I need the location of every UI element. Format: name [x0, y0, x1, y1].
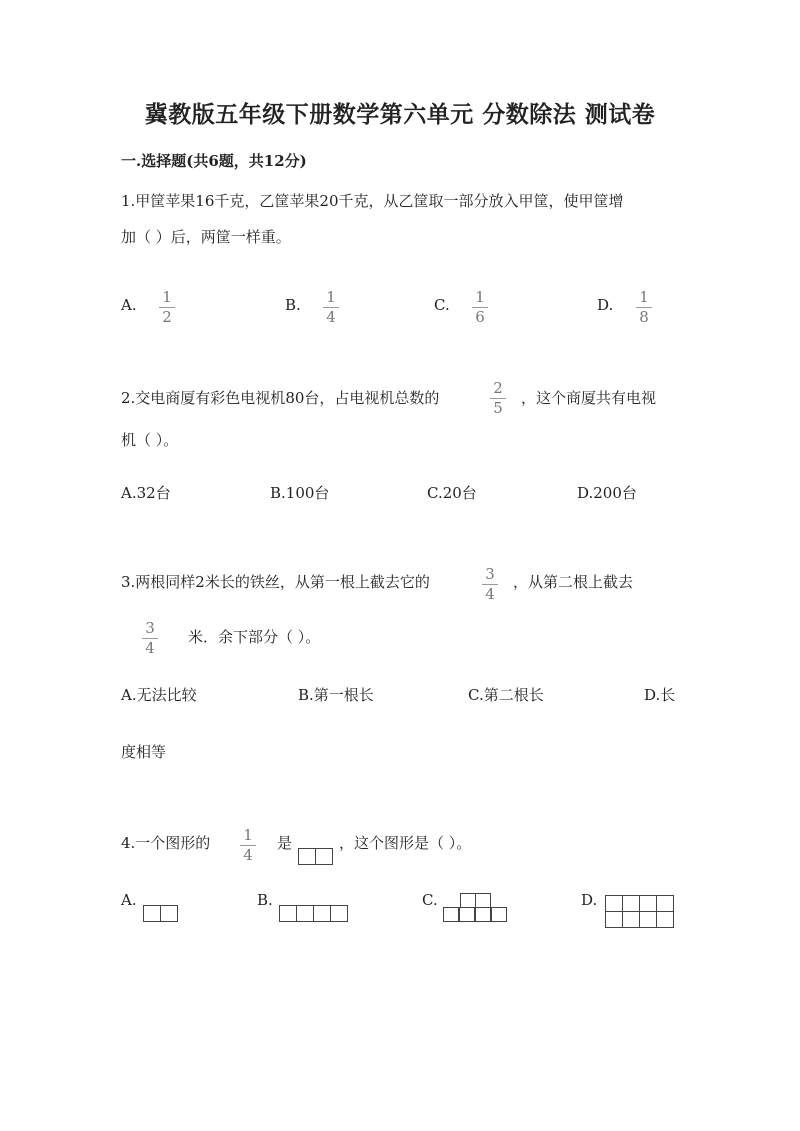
q1-option-d-label[interactable]: D. [597, 296, 614, 314]
grid-square [443, 907, 459, 922]
question-4-text-b: 是 [277, 834, 293, 852]
q4-option-a-label[interactable]: A. [121, 891, 137, 909]
q1-option-c-fraction[interactable] [470, 289, 490, 326]
q4-option-d-figure[interactable] [605, 895, 674, 928]
q4-option-a-figure[interactable] [143, 905, 178, 922]
fraction-denominator: 2 [162, 308, 172, 326]
fraction-denominator: 6 [475, 308, 485, 326]
grid-square [623, 912, 640, 928]
question-1-text: 1.甲筐苹果16千克，乙筐苹果20千克，从乙筐取一部分放入甲筐，使甲筐增 [121, 192, 624, 210]
q1-option-c-label[interactable]: C. [434, 296, 450, 314]
q3-option-b[interactable]: B.第一根长 [298, 686, 374, 704]
fraction-numerator: 3 [485, 565, 495, 583]
q1-option-a-fraction[interactable] [157, 289, 177, 326]
q4-option-b-label[interactable]: B. [257, 891, 273, 909]
q2-option-a[interactable]: A.32台 [121, 484, 171, 502]
grid-square [623, 896, 640, 912]
grid-square [331, 906, 348, 922]
question-2-text-cont: 机（ ）。 [121, 431, 179, 449]
q4-option-c-figure[interactable] [443, 893, 511, 925]
q3-option-a[interactable]: A.无法比较 [121, 686, 197, 704]
q3-option-c[interactable]: C.第二根长 [468, 686, 544, 704]
fraction-denominator: 8 [639, 308, 649, 326]
q2-option-b[interactable]: B.100台 [270, 484, 330, 502]
fraction-numerator: 1 [475, 288, 485, 306]
grid-square [475, 907, 491, 922]
grid-square [640, 912, 657, 928]
fraction-numerator: 1 [162, 288, 172, 306]
q1-option-b-label[interactable]: B. [285, 296, 301, 314]
fraction-numerator: 2 [493, 379, 503, 397]
fraction-numerator: 1 [243, 826, 253, 844]
q2-inline-fraction [488, 380, 508, 417]
fraction-numerator: 1 [326, 288, 336, 306]
q4-given-figure [298, 848, 333, 865]
q4-option-d-label[interactable]: D. [581, 891, 598, 909]
grid-square [161, 906, 178, 922]
grid-square [606, 896, 623, 912]
grid-square [657, 896, 674, 912]
fraction-denominator: 4 [243, 846, 253, 864]
grid-square [606, 912, 623, 928]
grid-square [491, 907, 507, 922]
q3-option-d[interactable]: D.长 [644, 686, 676, 704]
grid-square [459, 907, 475, 922]
grid-square [460, 893, 476, 908]
q4-option-c-label[interactable]: C. [422, 891, 438, 909]
fraction-denominator: 5 [493, 399, 503, 417]
fraction-numerator: 3 [145, 619, 155, 637]
question-3-text: 3.两根同样2米长的铁丝，从第一根上截去它的 [121, 573, 430, 591]
fraction-denominator: 4 [485, 585, 495, 603]
grid-square [297, 906, 314, 922]
grid-square [280, 906, 297, 922]
q3-inline-fraction-2 [140, 620, 160, 657]
grid-square [316, 849, 333, 865]
question-1-text-cont: 加（ ）后，两筐一样重。 [121, 228, 291, 246]
question-2-text: 2.交电商厦有彩色电视机80台，占电视机总数的 [121, 389, 440, 407]
fraction-denominator: 4 [326, 308, 336, 326]
q2-option-d[interactable]: D.200台 [577, 484, 637, 502]
grid-square [314, 906, 331, 922]
grid-square [144, 906, 161, 922]
section-heading: 一.选择题(共6题，共12分) [121, 152, 307, 170]
grid-square [475, 893, 491, 908]
q4-inline-fraction [238, 827, 258, 864]
q1-option-d-fraction[interactable] [634, 289, 654, 326]
question-2-text-b: ，这个商厦共有电视 [521, 389, 657, 407]
q2-option-c[interactable]: C.20台 [427, 484, 477, 502]
page-title: 冀教版五年级下册数学第六单元 分数除法 测试卷 [144, 101, 656, 128]
grid-square [640, 896, 657, 912]
fraction-denominator: 4 [145, 639, 155, 657]
question-3-text-b: ，从第二根上截去 [513, 573, 634, 591]
fraction-numerator: 1 [639, 288, 649, 306]
grid-square [299, 849, 316, 865]
q1-option-b-fraction[interactable] [321, 289, 341, 326]
question-4-text: 4.一个图形的 [121, 834, 211, 852]
q3-option-d-wrap[interactable]: 度相等 [121, 743, 167, 761]
q4-option-b-figure[interactable] [279, 905, 348, 922]
question-3-text-cont: 米．余下部分（ ）。 [188, 628, 321, 646]
grid-square [657, 912, 674, 928]
question-4-text-c: ，这个图形是（ ）。 [339, 834, 472, 852]
q1-option-a-label[interactable]: A. [121, 296, 137, 314]
q3-inline-fraction-1 [480, 566, 500, 603]
